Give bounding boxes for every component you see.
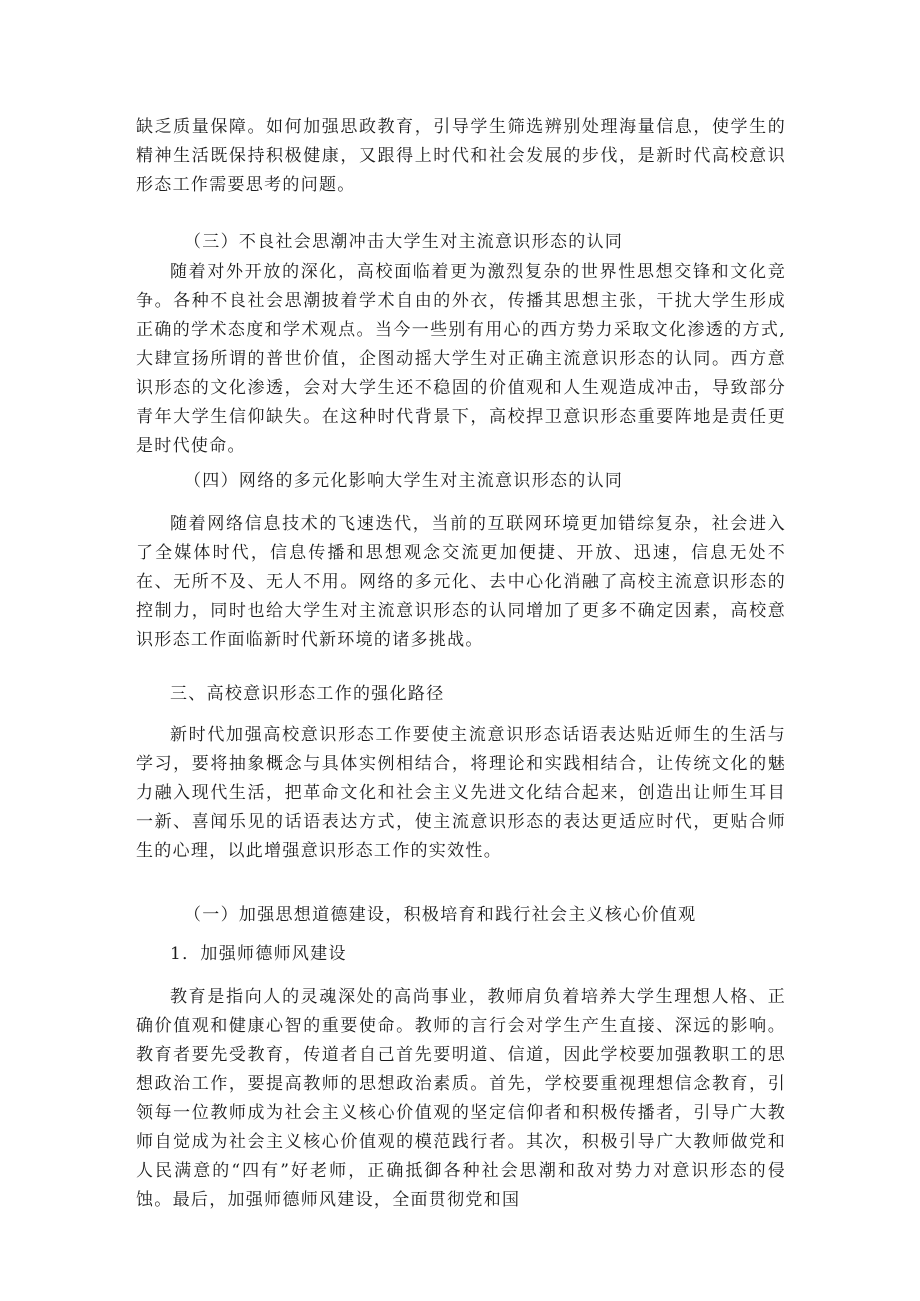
paragraph-network: 随着网络信息技术的飞速迭代，当前的互联网环境更加错综复杂，社会进入了全媒体时代，信息传播和思想观念交流更加便捷、开放、迅速，信息无处不在、无所不及、无人不用。网络的多元化、去中心化消融了高校主流意识形态的控制力，同时也给大学生对主流意识形态的认同增加了更多不确定因素，高校意识形态工作面临新时代新环境的诸多挑战。	[136, 514, 786, 650]
subheading-four: （四）网络的多元化影响大学生对主流意识形态的认同	[184, 471, 624, 491]
section-heading-three: 三、高校意识形态工作的强化路径	[170, 684, 445, 704]
subheading-one-point-one: 1．加强师德师风建设	[170, 944, 347, 964]
subheading-three: （三）不良社会思潮冲击大学生对主流意识形态的认同	[184, 232, 624, 252]
paragraph-strengthening-path: 新时代加强高校意识形态工作要使主流意识形态话语表达贴近师生的生活与学习，要将抽象概念与具体实例相结合，将理论和实践相结合，让传统文化的魅力融入现代生活，把革命文化和社会主义先进文化结合起来，创造出让师生耳目一新、喜闻乐见的话语表达方式，使主流意识形态的表达更适应时代，更贴合师生的心理，以此增强意识形态工作的实效性。	[136, 725, 786, 861]
subheading-one: （一）加强思想道德建设，积极培育和践行社会主义核心价值观	[184, 905, 697, 925]
paragraph-continuation: 缺乏质量保障。如何加强思政教育，引导学生筛选辨别处理海量信息，使学生的精神生活既保持积极健康，又跟得上时代和社会发展的步伐，是新时代高校意识形态工作需要思考的问题。	[136, 117, 786, 195]
paragraph-teacher-ethics: 教育是指向人的灵魂深处的高尚事业，教师肩负着培养大学生理想人格、正确价值观和健康心智的重要使命。教师的言行会对学生产生直接、深远的影响。教育者要先受教育，传道者自己首先要明道、信道，因此学校要加强教职工的思想政治工作，要提高教师的思想政治素质。首先，学校要重视理想信念教育，引领每一位教师成为社会主义核心价值观的坚定信仰者和积极传播者，引导广大教师自觉成为社会主义核心价值观的模范践行者。其次，积极引导广大教师做党和人民满意的“四有”好老师，正确抵御各种社会思潮和敌对势力对意识形态的侵蚀。最后，加强师德师风建设，全面贯彻党和国	[136, 987, 786, 1210]
paragraph-ideological-trends: 随着对外开放的深化，高校面临着更为激烈复杂的世界性思想交锋和文化竞争。各种不良社会思潮披着学术自由的外衣，传播其思想主张，干扰大学生形成正确的学术态度和学术观点。当今一些别有用心的西方势力采取文化渗透的方式,大肆宣扬所谓的普世价值，企图动摇大学生对正确主流意识形态的认同。西方意识形态的文化渗透，会对大学生还不稳固的价值观和人生观造成冲击，导致部分青年大学生信仰缺失。在这种时代背景下，高校捍卫意识形态重要阵地是责任更是时代使命。	[136, 262, 786, 456]
